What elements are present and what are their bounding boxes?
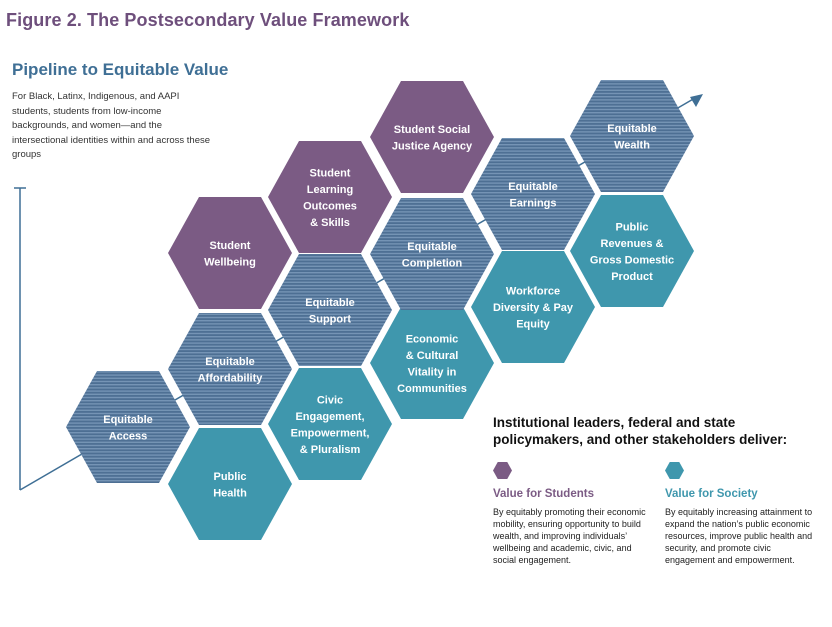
hex-shape <box>268 254 392 366</box>
audience-note: For Black, Latinx, Indigenous, and AAPI students, students from low-income backgrounds, and women—and the intersectional identities within and across these groups <box>12 91 211 161</box>
hex-shape <box>370 307 494 419</box>
hex-label-line: Student Social <box>393 123 471 136</box>
value-for-society-body: By equitably increasing attainment to expand the nation’s public economic resources, improve public health and security, and promote civic engagement and empowerment. <box>665 507 813 565</box>
hex-label-line: Equitable <box>205 355 255 368</box>
hex-equitable-wealth <box>570 80 694 192</box>
hex-label-line: Learning <box>306 183 354 196</box>
hex-label-line: Engagement, <box>295 410 365 423</box>
hex-shape <box>168 197 292 309</box>
value-for-society-title: Value for Society <box>665 488 758 500</box>
hex-equitable-access <box>66 371 190 483</box>
hex-equitable-completion <box>370 198 494 310</box>
hex-shape <box>66 371 190 483</box>
hex-label-line: Justice Agency <box>391 140 473 153</box>
hex-shape <box>370 81 494 193</box>
hex-label-line: Health <box>213 487 247 500</box>
hex-label-line: Equitable <box>508 180 558 193</box>
hex-label-line: Equitable <box>407 240 457 253</box>
hex-label-line: Affordability <box>197 372 263 385</box>
hex-shape <box>370 198 494 310</box>
hex-shape <box>471 138 595 250</box>
hex-civic-engagement <box>268 368 392 480</box>
stakeholders-deliver-heading: Institutional leaders, federal and state policymakers, and other stakeholders deliver: <box>493 415 788 447</box>
figure-title: Figure 2. The Postsecondary Value Framework <box>6 10 410 30</box>
hex-public-health <box>168 428 292 540</box>
hex-label-line: Gross Domestic <box>589 254 675 267</box>
hex-student-learning <box>268 141 392 253</box>
hex-equitable-affordability <box>168 313 292 425</box>
hex-label-line: Wealth <box>614 139 650 152</box>
hex-label-line: Revenues & <box>600 237 664 250</box>
hex-shape <box>570 195 694 307</box>
hex-label-line: Vitality in <box>407 366 457 379</box>
hex-label-line: Equitable <box>305 296 355 309</box>
hex-label-line: & Pluralism <box>299 443 361 456</box>
hex-label-line: Public <box>213 470 247 483</box>
hex-shape <box>268 141 392 253</box>
hex-label-line: Earnings <box>509 197 557 210</box>
value-for-students-title: Value for Students <box>493 488 594 500</box>
hex-equitable-support <box>268 254 392 366</box>
hex-equitable-earnings <box>471 138 595 250</box>
hex-label-line: Completion <box>401 257 463 270</box>
hex-shape <box>570 80 694 192</box>
hex-public-revenues <box>570 195 694 307</box>
hex-label-line: Outcomes <box>303 200 357 213</box>
hex-label-line: Support <box>308 313 352 326</box>
hex-label-line: Workforce <box>505 285 561 298</box>
hex-label-line: Equity <box>516 318 550 331</box>
framework-subtitle: Pipeline to Equitable Value <box>12 60 229 79</box>
hex-label-line: Access <box>108 430 148 443</box>
hex-label-line: Equitable <box>607 122 657 135</box>
hex-label-line: & Skills <box>310 216 350 229</box>
hex-label-line: & Cultural <box>405 349 459 362</box>
value-for-students-body: By equitably promoting their economic mobility, ensuring opportunity to build wealth, and improving individuals’ wellbeing and academic, civic, and social engagement. <box>493 507 646 565</box>
hex-label-line: Public <box>615 221 649 234</box>
hex-shape <box>268 368 392 480</box>
hex-shape <box>168 313 292 425</box>
hex-label-line: Empowerment, <box>290 427 370 440</box>
hex-label-line: Student <box>309 167 351 180</box>
hex-student-wellbeing <box>168 197 292 309</box>
hex-label-line: Civic <box>316 394 344 407</box>
hex-label-line: Product <box>611 270 653 283</box>
hex-label-line: Diversity & Pay <box>492 302 574 314</box>
hex-workforce-diversity <box>471 251 595 363</box>
hex-label-line: Student <box>209 239 251 252</box>
hex-shape <box>168 428 292 540</box>
hex-label-line: Equitable <box>103 413 153 426</box>
hex-economic-vitality <box>370 307 494 419</box>
hex-label-line: Wellbeing <box>204 256 256 269</box>
hex-student-social-justice <box>370 81 494 193</box>
hex-label-line: Economic <box>405 333 459 346</box>
hex-label-line: Communities <box>397 382 467 395</box>
